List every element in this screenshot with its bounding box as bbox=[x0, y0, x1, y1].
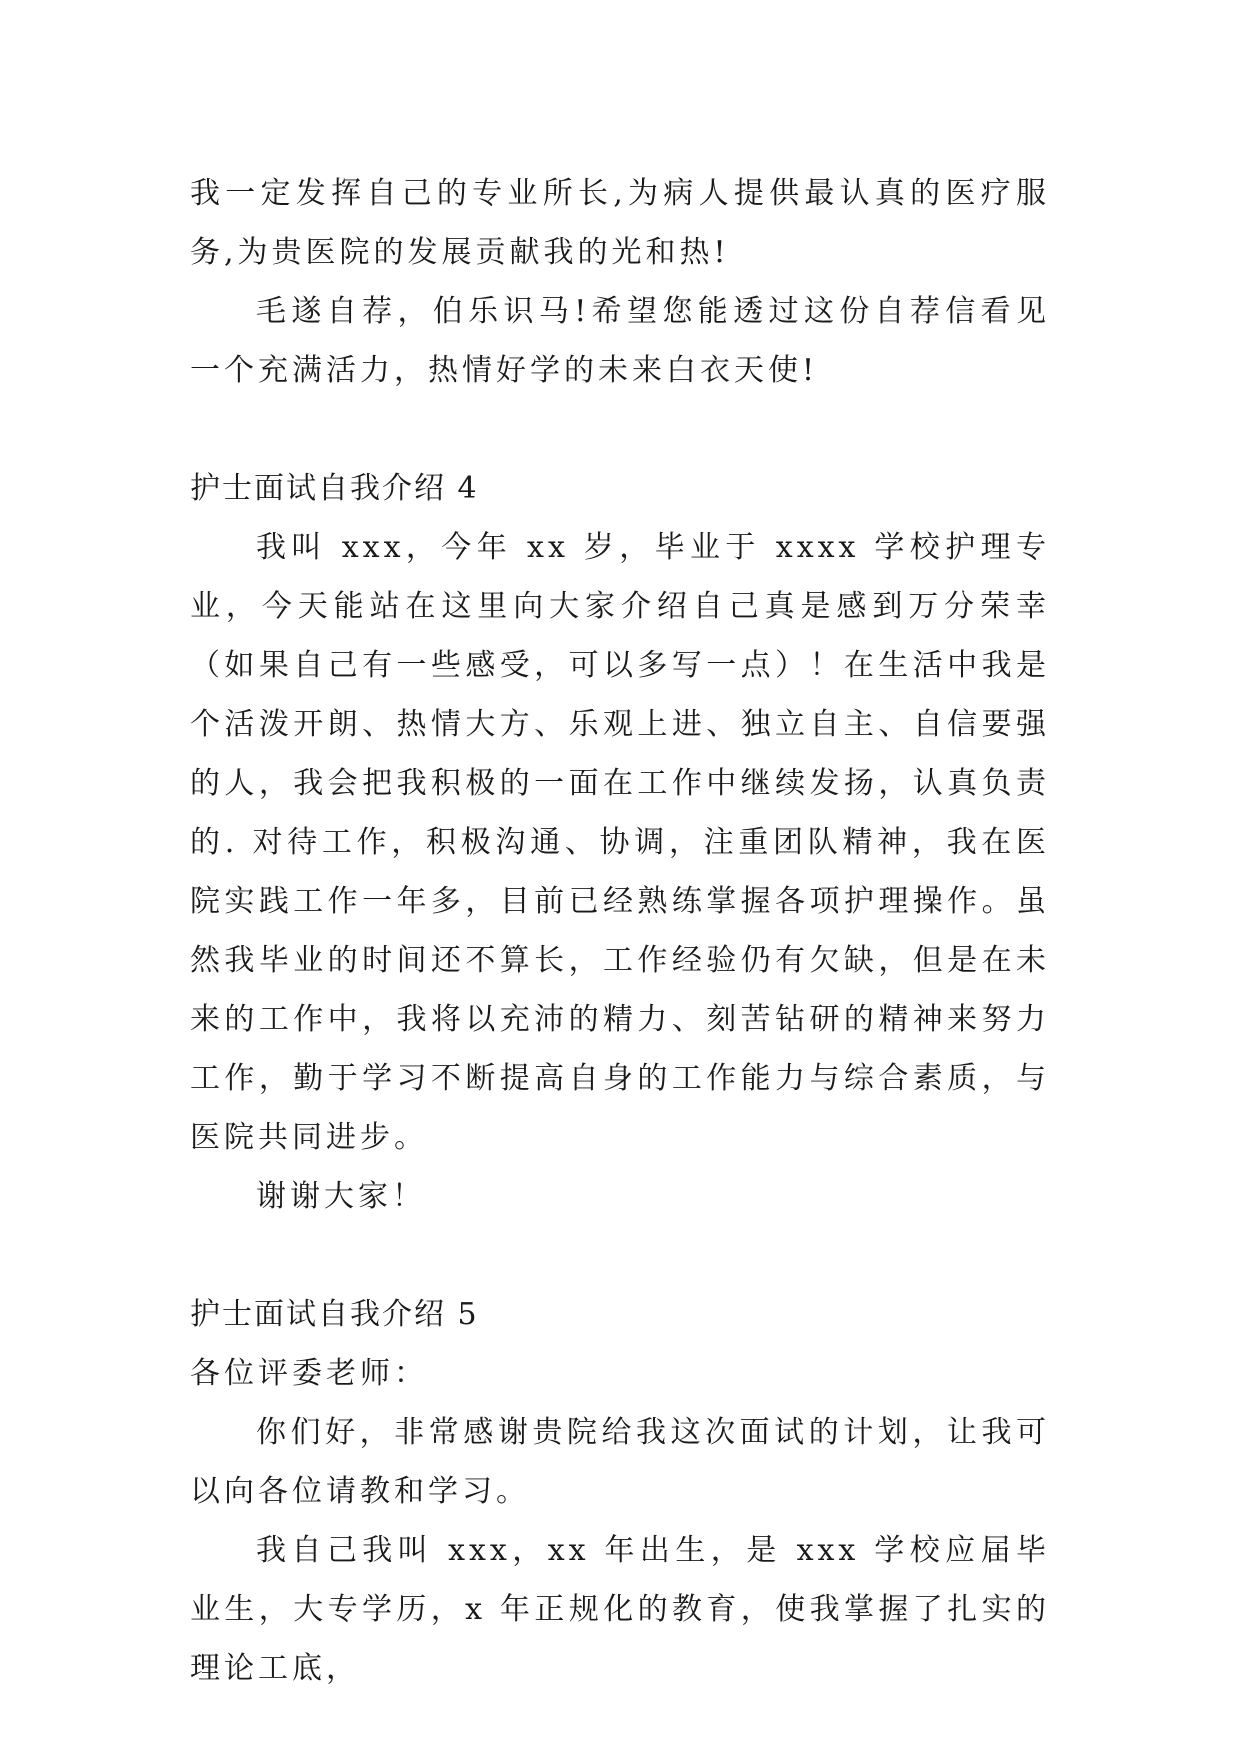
paragraph-thanks: 谢谢大家！ bbox=[256, 1179, 426, 1214]
document-body bbox=[190, 164, 1050, 1698]
section-heading-5: 护士面试自我介绍 5 bbox=[190, 1297, 479, 1332]
paragraph-salutation: 各位评委老师： bbox=[190, 1356, 428, 1391]
section-heading-4: 护士面试自我介绍 4 bbox=[190, 471, 479, 506]
paragraph-intro-4: 我叫 xxx，今年 xx 岁，毕业于 xxxx 学校护理专业，今天能站在这里向大家介绍自己真是感到万分荣幸（如果自己有一些感受，可以多写一点）！在生活中我是个活泼开朗、热情大方、乐观上进、独立自主、自信要强的人，我会把我积极的一面在工作中继续发扬，认真负责的. 对待工作，积极沟通、协调，注重团队精神，我在医院实践工作一年多，目前已经熟练掌握各项护理操作。虽然我毕业的时间还不算长，工作经验仍有欠缺，但是在未来的工作中，我将以充沛的精力、刻苦钻研的精神来努力工作，勤于学习不断提高自身的工作能力与综合素质，与医院共同进步。 bbox=[190, 530, 1050, 1155]
paragraph-greeting: 你们好，非常感谢贵院给我这次面试的计划，让我可以向各位请教和学习。 bbox=[190, 1415, 1050, 1509]
paragraph-intro-5: 我自己我叫 xxx，xx 年出生，是 xxx 学校应届毕业生，大专学历，x 年正规化的教育，使我掌握了扎实的理论工底， bbox=[190, 1533, 1050, 1686]
paragraph-self-recommendation: 毛遂自荐，伯乐识马!希望您能透过这份自荐信看见一个充满活力，热情好学的未来白衣天使! bbox=[190, 294, 1050, 388]
section-spacer bbox=[190, 400, 1050, 459]
section-spacer bbox=[190, 1226, 1050, 1285]
paragraph-closing-service: 我一定发挥自己的专业所长,为病人提供最认真的医疗服务,为贵医院的发展贡献我的光和热! bbox=[190, 176, 1050, 270]
